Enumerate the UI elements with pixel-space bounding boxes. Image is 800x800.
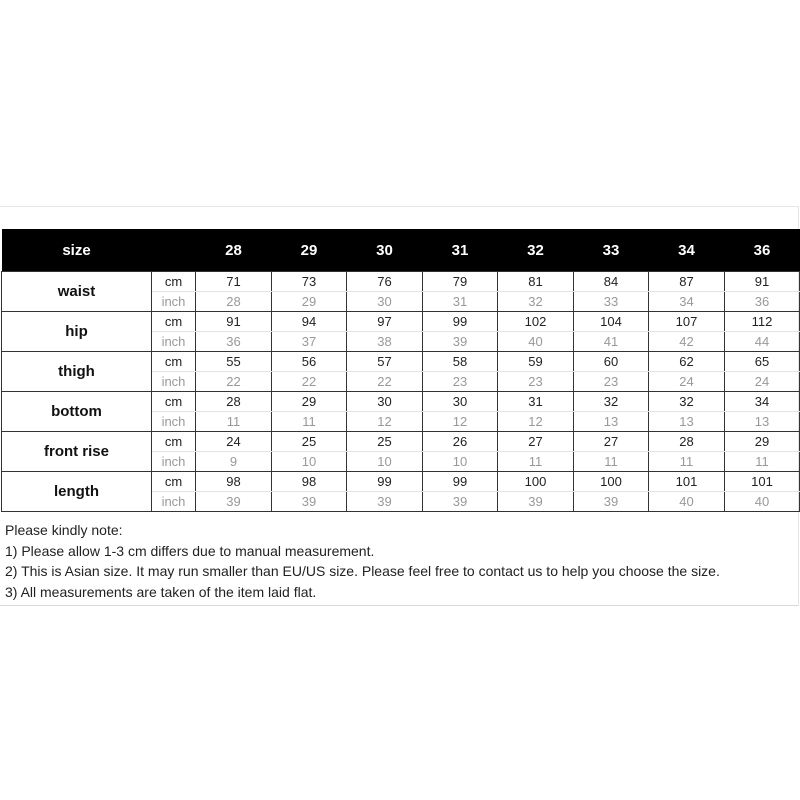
measure-name-bottom: bottom (2, 392, 152, 432)
cell-length-inch-32: 39 (498, 492, 574, 512)
cell-bottom-inch-32: 12 (498, 412, 574, 432)
cell-length-inch-28: 39 (196, 492, 272, 512)
cell-hip-inch-36: 44 (725, 332, 800, 352)
table-row-length-cm (2, 472, 800, 492)
cell-bottom-cm-28: 28 (196, 392, 272, 412)
cell-thigh-cm-36: 65 (725, 352, 800, 372)
cell-front-rise-inch-34: 11 (649, 452, 725, 472)
note-item-1: 1) Please allow 1-3 cm differs due to manual measurement. (5, 542, 375, 559)
cell-thigh-cm-32: 59 (498, 352, 574, 372)
table-row-thigh-cm (2, 352, 800, 372)
cell-bottom-inch-34: 13 (649, 412, 725, 432)
cell-thigh-inch-30: 22 (347, 372, 423, 392)
cell-thigh-cm-31: 58 (423, 352, 498, 372)
size-header-33: 33 (574, 229, 649, 272)
cell-bottom-inch-31: 12 (423, 412, 498, 432)
size-header-29: 29 (272, 229, 347, 272)
size-header-32: 32 (498, 229, 574, 272)
cell-front-rise-inch-29: 10 (272, 452, 347, 472)
cell-hip-cm-30: 97 (347, 312, 423, 332)
header-row (2, 229, 800, 272)
cell-front-rise-cm-33: 27 (574, 432, 649, 452)
cell-front-rise-inch-28: 9 (196, 452, 272, 472)
size-header-28: 28 (196, 229, 272, 272)
cell-waist-cm-32: 81 (498, 272, 574, 292)
cell-front-rise-cm-34: 28 (649, 432, 725, 452)
cell-bottom-inch-33: 13 (574, 412, 649, 432)
unit-label-cm: cm (152, 312, 196, 332)
cell-hip-inch-28: 36 (196, 332, 272, 352)
cell-bottom-inch-30: 12 (347, 412, 423, 432)
table-row-waist-cm (2, 272, 800, 292)
cell-waist-cm-36: 91 (725, 272, 800, 292)
cell-front-rise-inch-33: 11 (574, 452, 649, 472)
cell-length-inch-29: 39 (272, 492, 347, 512)
measure-name-waist: waist (2, 272, 152, 312)
cell-thigh-inch-34: 24 (649, 372, 725, 392)
cell-front-rise-inch-36: 11 (725, 452, 800, 472)
cell-front-rise-cm-32: 27 (498, 432, 574, 452)
notes-section (5, 520, 795, 602)
unit-label-inch: inch (152, 372, 196, 392)
measure-name-hip: hip (2, 312, 152, 352)
cell-length-cm-34: 101 (649, 472, 725, 492)
cell-length-cm-33: 100 (574, 472, 649, 492)
unit-label-inch: inch (152, 332, 196, 352)
cell-thigh-cm-28: 55 (196, 352, 272, 372)
cell-thigh-cm-29: 56 (272, 352, 347, 372)
unit-label-cm: cm (152, 472, 196, 492)
size-header-36: 36 (725, 229, 800, 272)
cell-front-rise-cm-29: 25 (272, 432, 347, 452)
cell-hip-cm-31: 99 (423, 312, 498, 332)
cell-front-rise-cm-28: 24 (196, 432, 272, 452)
cell-waist-cm-31: 79 (423, 272, 498, 292)
measure-name-length: length (2, 472, 152, 512)
cell-length-inch-36: 40 (725, 492, 800, 512)
cell-bottom-cm-33: 32 (574, 392, 649, 412)
size-header-34: 34 (649, 229, 725, 272)
cell-waist-cm-29: 73 (272, 272, 347, 292)
cell-bottom-cm-31: 30 (423, 392, 498, 412)
cell-thigh-cm-34: 62 (649, 352, 725, 372)
table-row-bottom-cm (2, 392, 800, 412)
cell-hip-inch-31: 39 (423, 332, 498, 352)
cell-thigh-inch-29: 22 (272, 372, 347, 392)
cell-hip-inch-30: 38 (347, 332, 423, 352)
cell-length-cm-36: 101 (725, 472, 800, 492)
cell-hip-cm-32: 102 (498, 312, 574, 332)
cell-front-rise-cm-30: 25 (347, 432, 423, 452)
cell-hip-cm-36: 112 (725, 312, 800, 332)
unit-label-cm: cm (152, 352, 196, 372)
cell-length-inch-31: 39 (423, 492, 498, 512)
cell-thigh-cm-33: 60 (574, 352, 649, 372)
cell-thigh-inch-31: 23 (423, 372, 498, 392)
cell-front-rise-inch-32: 11 (498, 452, 574, 472)
cell-waist-cm-34: 87 (649, 272, 725, 292)
cell-length-cm-31: 99 (423, 472, 498, 492)
cell-waist-inch-29: 29 (272, 292, 347, 312)
size-chart-table (1, 229, 800, 512)
cell-front-rise-inch-30: 10 (347, 452, 423, 472)
cell-thigh-inch-32: 23 (498, 372, 574, 392)
cell-bottom-cm-32: 31 (498, 392, 574, 412)
cell-length-inch-34: 40 (649, 492, 725, 512)
cell-length-cm-28: 98 (196, 472, 272, 492)
cell-length-cm-32: 100 (498, 472, 574, 492)
cell-length-cm-29: 98 (272, 472, 347, 492)
cell-bottom-cm-34: 32 (649, 392, 725, 412)
cell-hip-cm-34: 107 (649, 312, 725, 332)
cell-bottom-inch-29: 11 (272, 412, 347, 432)
unit-header (152, 229, 196, 272)
cell-length-cm-30: 99 (347, 472, 423, 492)
note-item-3: 3) All measurements are taken of the item laid flat. (5, 583, 317, 600)
measure-name-thigh: thigh (2, 352, 152, 392)
unit-label-cm: cm (152, 392, 196, 412)
table-row-hip-cm (2, 312, 800, 332)
cell-bottom-inch-36: 13 (725, 412, 800, 432)
cell-hip-cm-28: 91 (196, 312, 272, 332)
unit-label-inch: inch (152, 292, 196, 312)
cell-waist-cm-30: 76 (347, 272, 423, 292)
cell-bottom-cm-29: 29 (272, 392, 347, 412)
cell-hip-inch-34: 42 (649, 332, 725, 352)
unit-label-inch: inch (152, 412, 196, 432)
cell-waist-inch-28: 28 (196, 292, 272, 312)
cell-waist-inch-30: 30 (347, 292, 423, 312)
table-row-front-rise-cm (2, 432, 800, 452)
unit-label-inch: inch (152, 452, 196, 472)
cell-length-inch-33: 39 (574, 492, 649, 512)
cell-waist-cm-28: 71 (196, 272, 272, 292)
size-header-30: 30 (347, 229, 423, 272)
cell-waist-inch-32: 32 (498, 292, 574, 312)
cell-waist-inch-36: 36 (725, 292, 800, 312)
cell-waist-inch-31: 31 (423, 292, 498, 312)
note-item-2: 2) This is Asian size. It may run smaller than EU/US size. Please feel free to contact us to help you choose the size. (5, 563, 720, 579)
cell-bottom-cm-36: 34 (725, 392, 800, 412)
cell-hip-cm-33: 104 (574, 312, 649, 332)
cell-hip-inch-32: 40 (498, 332, 574, 352)
cell-front-rise-inch-31: 10 (423, 452, 498, 472)
cell-front-rise-cm-31: 26 (423, 432, 498, 452)
cell-thigh-inch-33: 23 (574, 372, 649, 392)
cell-thigh-inch-28: 22 (196, 372, 272, 392)
unit-label-cm: cm (152, 272, 196, 292)
cell-hip-inch-29: 37 (272, 332, 347, 352)
cell-waist-cm-33: 84 (574, 272, 649, 292)
size-header-31: 31 (423, 229, 498, 272)
cell-length-inch-30: 39 (347, 492, 423, 512)
unit-label-cm: cm (152, 432, 196, 452)
measure-name-front-rise: front rise (2, 432, 152, 472)
cell-waist-inch-34: 34 (649, 292, 725, 312)
cell-front-rise-cm-36: 29 (725, 432, 800, 452)
notes-title: Please kindly note: (5, 522, 123, 538)
cell-hip-cm-29: 94 (272, 312, 347, 332)
unit-label-inch: inch (152, 492, 196, 512)
size-header: size (2, 229, 152, 272)
cell-thigh-cm-30: 57 (347, 352, 423, 372)
cell-bottom-inch-28: 11 (196, 412, 272, 432)
cell-waist-inch-33: 33 (574, 292, 649, 312)
cell-bottom-cm-30: 30 (347, 392, 423, 412)
cell-thigh-inch-36: 24 (725, 372, 800, 392)
cell-hip-inch-33: 41 (574, 332, 649, 352)
